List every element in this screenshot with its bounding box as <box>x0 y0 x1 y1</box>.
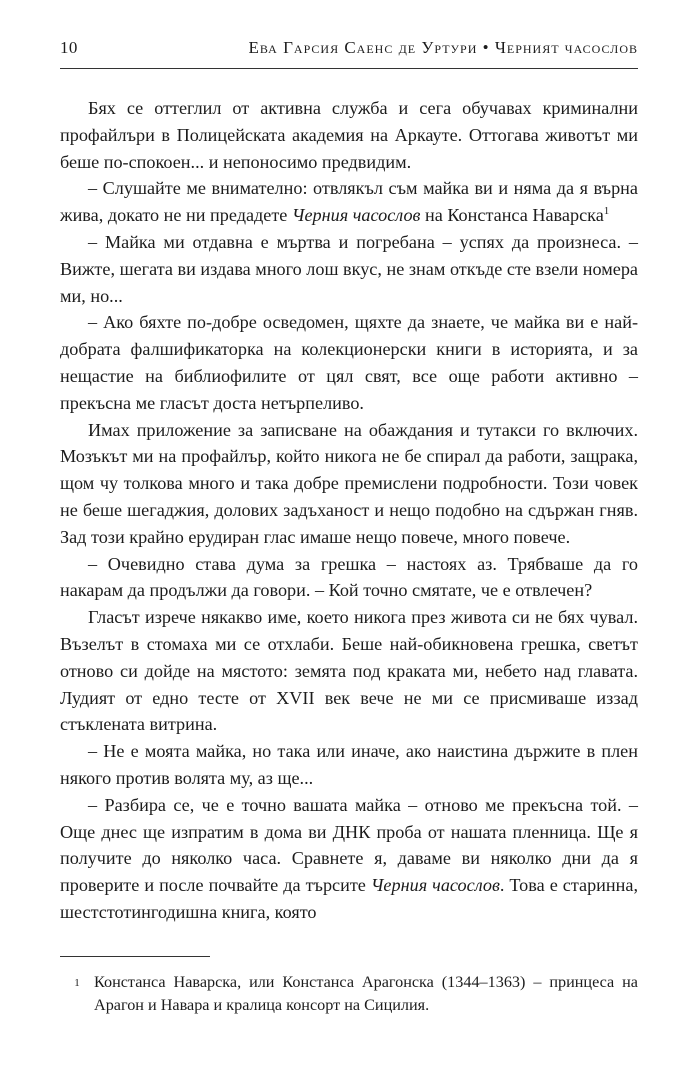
paragraph: – Не е моята майка, но така или иначе, ако наистина държите в плен някого против волята му, аз ще... <box>60 741 638 788</box>
paragraph: – Очевидно става дума за грешка – настоях аз. Трябваше да го накарам да продължи да говори. – Кой точно смятате, че е отвлечен? <box>60 553 638 601</box>
paragraph: Гласът изрече някакво име, което никога през живота си не бях чувал. Възелът в стомаха ми се отхлаби. Беше най-обикновена грешка, светът отново си дойде на мястото: земята под краката ми, небето над главата. Лудият от едно тесте от XVII век вече не ми се присмиваше иззад стъклената витрина. <box>60 607 638 735</box>
page-number: 10 <box>60 38 78 57</box>
footnote-mark: 1 <box>74 976 80 989</box>
body-text <box>60 95 638 926</box>
footnote-text: Констанса Наварска, или Констанса Арагонска (1344–1363) – принцеса на Арагон и Навара и кралица консорт на Сицилия. <box>94 972 638 1014</box>
paragraph: Имах приложение за записване на обаждания и тутакси го включих. Мозъкът ми на профайлър, който никога не бе спирал да работи, защрака, щом чу толкова много и така добре премислени подробности. Този човек не беше шегаджия, долових задъханост и нещо подобно на сдържан гняв. Зад този крайно ерудиран глас имаше нещо повече, много повече. <box>60 419 638 547</box>
running-head <box>60 38 638 62</box>
paragraph: – Ако бяхте по-добре осведомен, щяхте да знаете, че майка ви е най-добрата фалшификаторка на колекционерски книги в историята, и за нещастие на библиофилите от цял свят, все още работи активно – прекъсна ме гласът доста нетърпеливо. <box>60 312 638 413</box>
header-rule <box>60 68 638 69</box>
paragraph: – Майка ми отдавна е мъртва и погребана – успях да произнеса. – Вижте, шегата ви издава много лош вкус, не знам откъде сте взели номера ми, но... <box>60 231 638 306</box>
paragraph: – Слушайте ме внимателно: отвлякъл съм майка ви и няма да я върна жива, докато не ни предадете Черния часослов на Констанса Наварска$^1$ <box>60 178 638 226</box>
footnote <box>60 971 638 1017</box>
book-page <box>60 38 638 1017</box>
paragraph: Бях се оттеглил от активна служба и сега обучавах криминални профайлъри в Полицейската академия на Аркауте. Оттогава животът ми беше по-спокоен... и непоносимо предвидим. <box>60 98 638 172</box>
book-title-header: Ева Гарсия Саенс де Уртури • Черният часослов <box>248 38 638 57</box>
footnote-ref[interactable]: 1 <box>603 205 610 218</box>
paragraph: – Разбира се, че е точно вашата майка – отново ме прекъсна той. – Още днес ще изпратим в дома ви ДНК проба от нашата пленница. Ще я получите до няколко часа. Сравнете я, даваме ви няколко дни да я проверите и после почвайте да търсите Черния часослов. Това е старинна, шестстотингодишна книга, която <box>60 794 639 922</box>
book-title-italic: Черния часослов <box>370 875 500 896</box>
book-title-italic: Черния часослов <box>291 205 421 226</box>
footnote-rule <box>60 956 210 957</box>
